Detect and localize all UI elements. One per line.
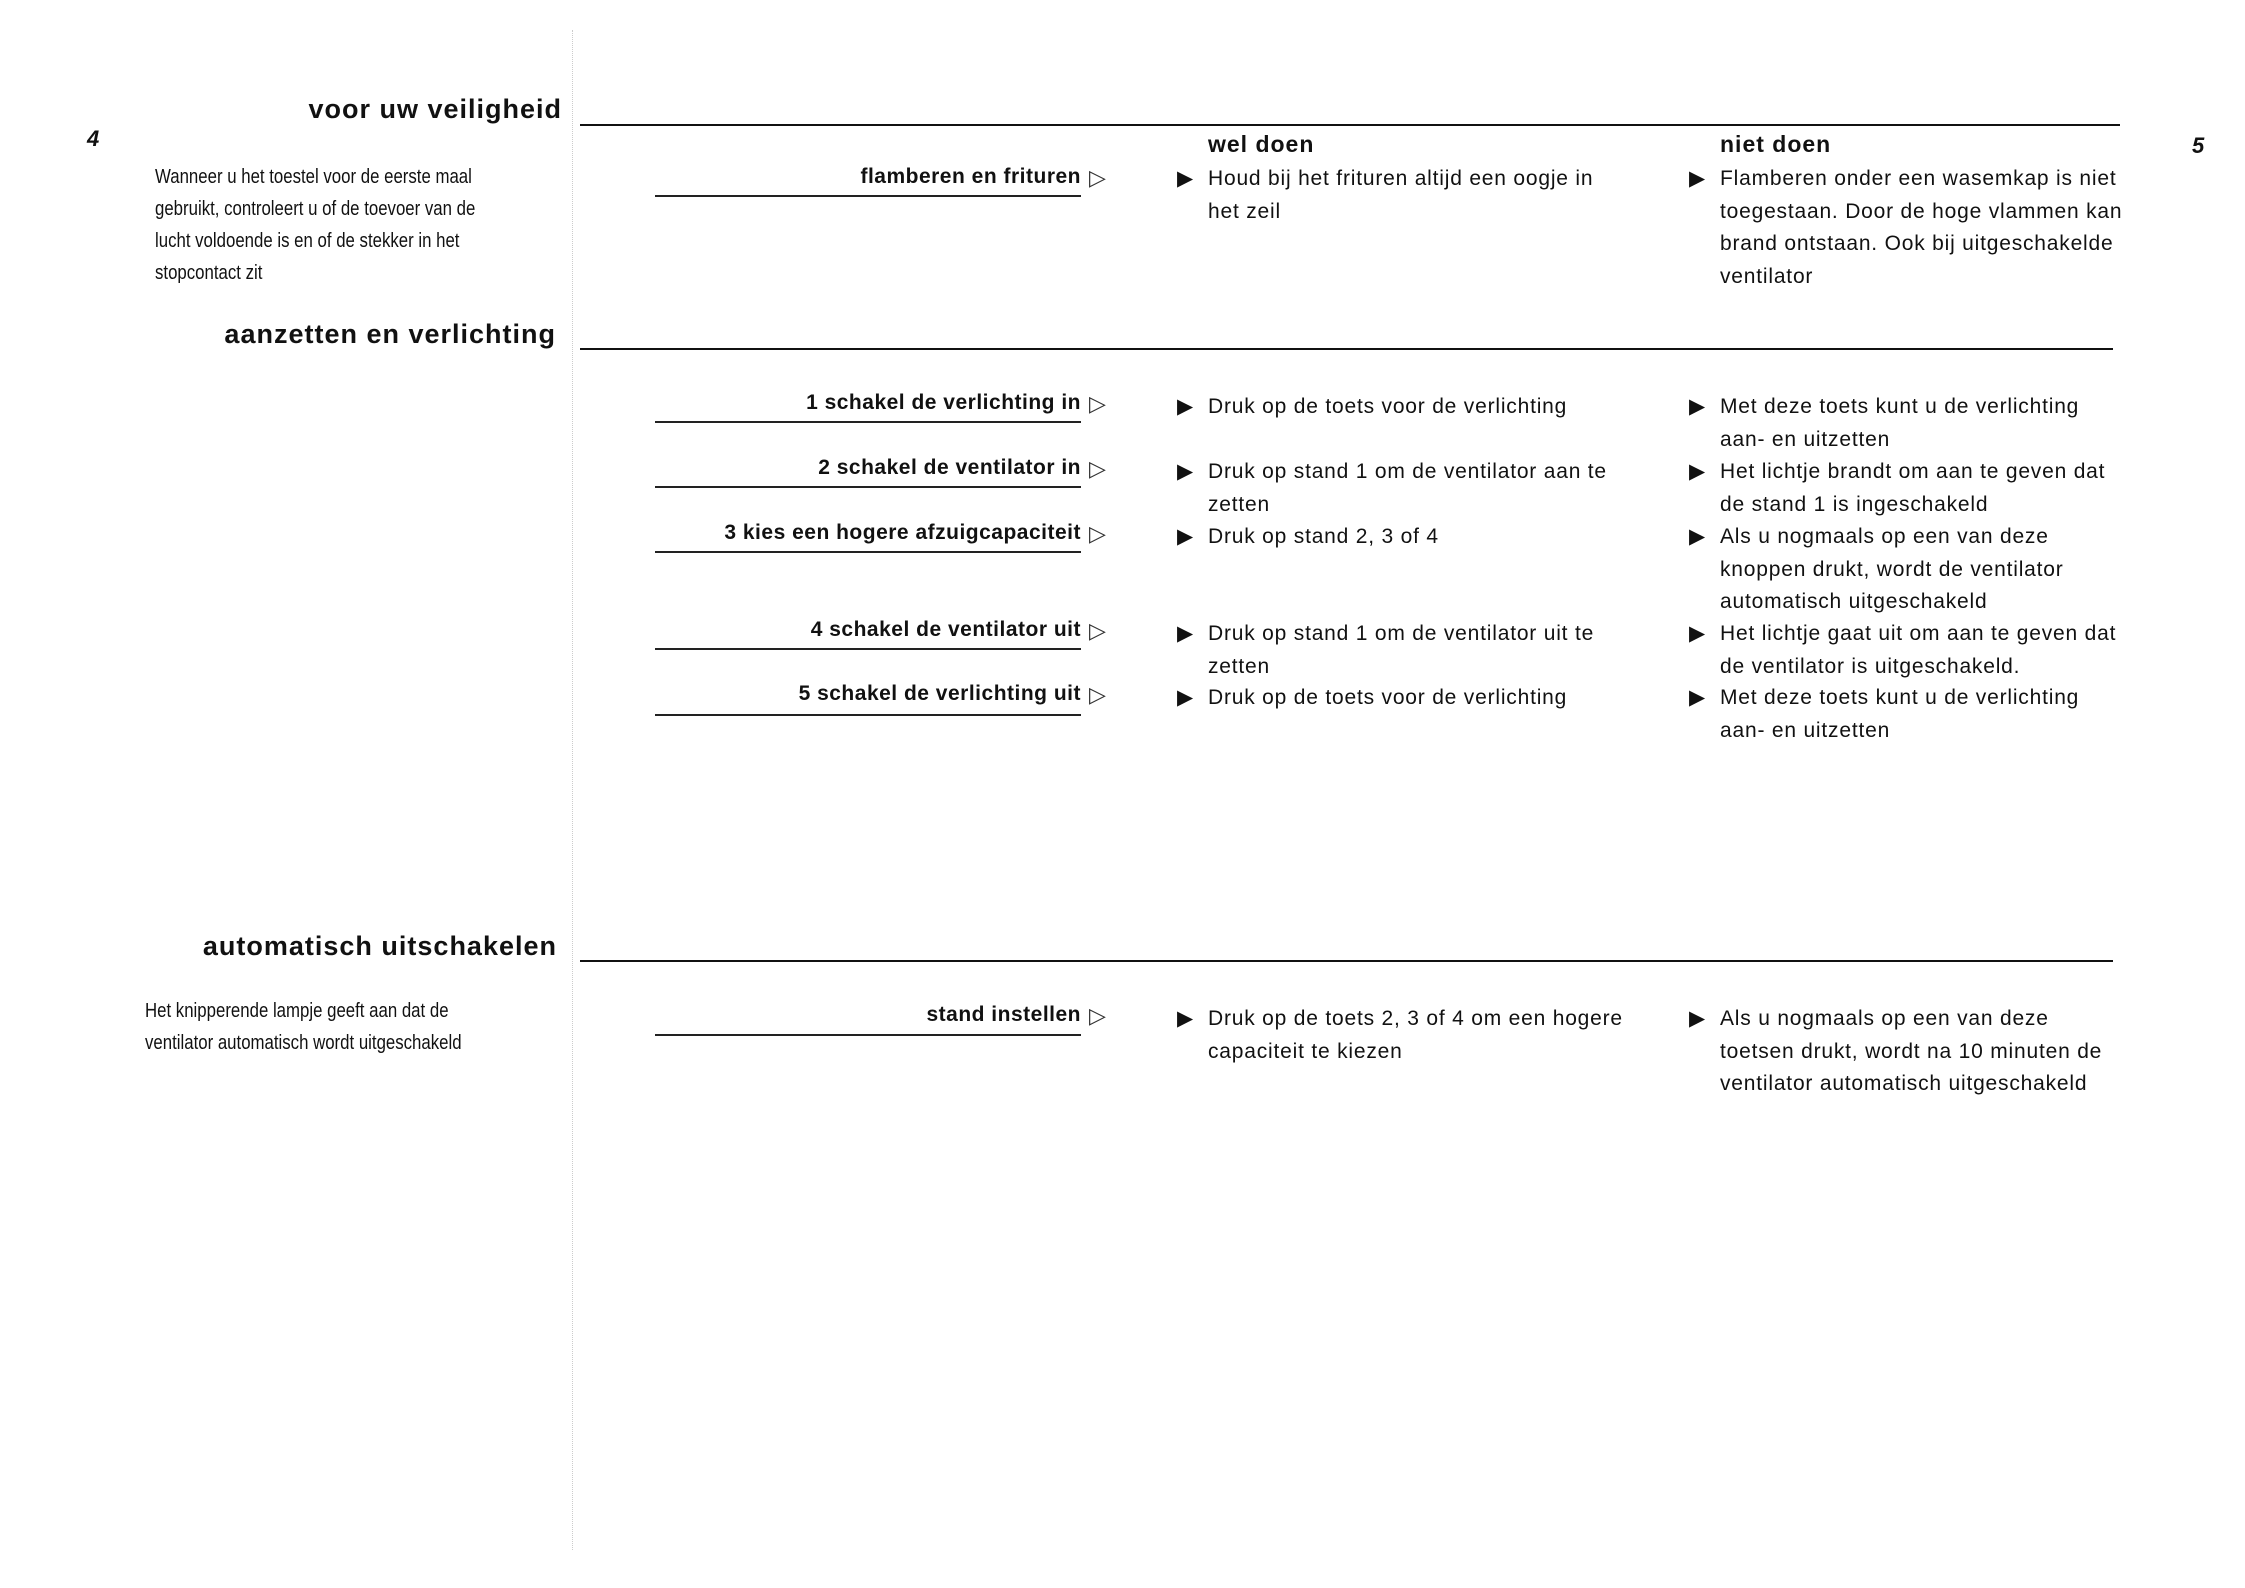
safety-note	[155, 161, 475, 289]
do-line: Druk op de toets voor de verlichting	[1208, 686, 1568, 709]
section-rule-veiligheid	[580, 124, 2120, 126]
step-underline	[655, 648, 1081, 650]
bullet-icon: ▶	[1177, 1007, 1194, 1030]
step-arrow-icon: ▷	[1089, 618, 1106, 643]
do-line: zetten	[1208, 654, 1271, 678]
bullet-icon: ▶	[1177, 460, 1194, 483]
column-header-wel-doen: wel doen	[1208, 131, 1315, 157]
do-line: Druk op stand 2, 3 of 4	[1208, 525, 1439, 548]
step-arrow-icon: ▷	[1089, 521, 1106, 546]
do-line: zetten	[1208, 492, 1271, 516]
dont-line: de ventilator is uitgeschakeld.	[1720, 654, 2021, 678]
dont-line: Flamberen onder een wasemkap is niet	[1720, 167, 2117, 190]
step-arrow-icon: ▷	[1089, 682, 1106, 707]
bullet-icon: ▶	[1177, 525, 1194, 548]
step-underline	[655, 486, 1081, 488]
dont-line: toetsen drukt, wordt na 10 minuten de	[1720, 1039, 2103, 1063]
bullet-icon: ▶	[1689, 622, 1706, 645]
dont-line: brand ontstaan. Ook bij uitgeschakelde	[1720, 232, 2114, 255]
do-line: Houd bij het frituren altijd een oogje in	[1208, 167, 1594, 190]
dont-cell	[1689, 163, 2209, 298]
dont-line: Met deze toets kunt u de verlichting	[1720, 686, 2080, 709]
dont-cell	[1689, 1003, 2209, 1103]
do-line: Druk op stand 1 om de ventilator uit te	[1208, 622, 1595, 645]
step-arrow-icon: ▷	[1089, 165, 1106, 190]
dont-line: toegestaan. Door de hoge vlammen kan	[1720, 199, 2123, 223]
bullet-icon: ▶	[1689, 686, 1706, 709]
step-underline	[655, 714, 1081, 716]
page-number-left: 4	[87, 126, 100, 151]
dont-line: ventilator automatisch uitgeschakeld	[1720, 1072, 2088, 1095]
bullet-icon: ▶	[1177, 395, 1194, 418]
bullet-icon: ▶	[1689, 167, 1706, 190]
section-title-aanzetten: aanzetten en verlichting	[224, 319, 556, 349]
step-arrow-icon: ▷	[1089, 1003, 1106, 1028]
page-number-right: 5	[2192, 133, 2205, 158]
dont-cell	[1689, 391, 2209, 461]
dont-line: Als u nogmaals op een van deze	[1720, 525, 2049, 548]
dont-line: aan- en uitzetten	[1720, 718, 1891, 742]
dont-cell	[1689, 682, 2209, 752]
safety-note-line: lucht voldoende is en of de stekker in het	[155, 230, 460, 252]
section-rule-aanzetten	[580, 348, 2113, 350]
do-line: het zeil	[1208, 199, 1281, 223]
auto-off-note-line: ventilator automatisch wordt uitgeschakeld	[145, 1032, 462, 1054]
bullet-icon: ▶	[1177, 167, 1194, 190]
step-label: 4 schakel de ventilator uit	[810, 618, 1081, 641]
dont-line: Met deze toets kunt u de verlichting	[1720, 395, 2080, 418]
bullet-icon: ▶	[1177, 686, 1194, 709]
do-cell	[1177, 521, 1677, 561]
step-arrow-icon: ▷	[1089, 391, 1106, 416]
bullet-icon: ▶	[1689, 460, 1706, 483]
section-title-automatisch: automatisch uitschakelen	[202, 931, 557, 961]
do-cell	[1177, 618, 1677, 688]
dont-cell	[1689, 456, 2209, 526]
dont-line: automatisch uitgeschakeld	[1720, 590, 1988, 613]
bullet-icon: ▶	[1689, 525, 1706, 548]
safety-note-line: stopcontact zit	[155, 262, 263, 284]
bullet-icon: ▶	[1689, 395, 1706, 418]
dont-line: Het lichtje gaat uit om aan te geven dat	[1720, 622, 2117, 645]
bullet-icon: ▶	[1689, 1007, 1706, 1030]
dont-line: knoppen drukt, wordt de ventilator	[1720, 557, 2064, 581]
step-label: 5 schakel de verlichting uit	[798, 682, 1081, 705]
do-cell	[1177, 456, 1677, 526]
step-label: 3 kies een hogere afzuigcapaciteit	[724, 521, 1081, 544]
step-underline	[655, 421, 1081, 423]
step-arrow-icon: ▷	[1089, 456, 1106, 481]
section-title-veiligheid: voor uw veiligheid	[308, 94, 562, 124]
do-cell	[1177, 163, 1677, 233]
step-label: flamberen en frituren	[860, 165, 1081, 188]
do-cell	[1177, 682, 1677, 722]
section-rule-automatisch	[580, 960, 2113, 962]
do-line: capaciteit te kiezen	[1208, 1039, 1403, 1063]
dont-line: Als u nogmaals op een van deze	[1720, 1007, 2049, 1030]
dont-line: ventilator	[1720, 264, 1814, 288]
column-header-niet-doen: niet doen	[1720, 131, 1832, 157]
safety-note-line: gebruikt, controleert u of de toevoer van de	[155, 198, 476, 220]
step-label: 1 schakel de verlichting in	[806, 391, 1081, 414]
auto-off-note-line: Het knipperende lampje geeft aan dat de	[145, 1000, 449, 1022]
dont-line: de stand 1 is ingeschakeld	[1720, 492, 1989, 516]
do-line: Druk op de toets voor de verlichting	[1208, 395, 1568, 418]
step-label: stand instellen	[926, 1003, 1081, 1026]
safety-note-line: Wanneer u het toestel voor de eerste maal	[155, 166, 472, 188]
bullet-icon: ▶	[1177, 622, 1194, 645]
auto-off-note	[145, 995, 462, 1059]
dont-cell	[1689, 521, 2209, 621]
dont-line: aan- en uitzetten	[1720, 427, 1891, 451]
step-underline	[655, 1034, 1081, 1036]
step-underline	[655, 551, 1081, 553]
dont-cell	[1689, 618, 2209, 688]
dont-line: Het lichtje brandt om aan te geven dat	[1720, 460, 2106, 483]
step-underline	[655, 195, 1081, 197]
do-cell	[1177, 391, 1677, 431]
step-label: 2 schakel de ventilator in	[818, 456, 1081, 479]
do-cell	[1177, 1003, 1687, 1073]
column-divider	[572, 30, 573, 1550]
do-line: Druk op stand 1 om de ventilator aan te	[1208, 460, 1607, 483]
do-line: Druk op de toets 2, 3 of 4 om een hogere	[1208, 1007, 1623, 1030]
